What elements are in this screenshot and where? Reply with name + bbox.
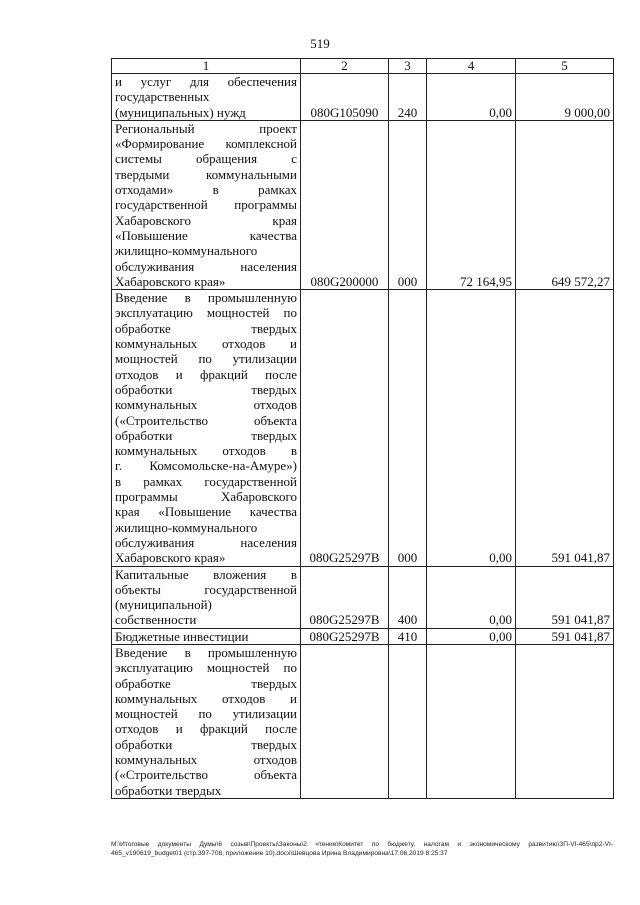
description-line: собственности: [115, 612, 197, 628]
description-line: Бюджетные инвестиции: [115, 628, 249, 644]
description-line: государственной программы: [115, 197, 297, 213]
description-line: («Строительство объекта: [115, 767, 297, 783]
description-line: системы обращения с: [115, 151, 297, 167]
amount-col5: 9 000,00: [516, 74, 614, 121]
expense-type-code: 410: [389, 628, 427, 644]
amount-col4: 72 164,95: [427, 120, 516, 289]
description-line: коммунальных отходов и: [115, 336, 297, 352]
description-line: отходов и фракций после: [115, 366, 297, 382]
column-header: 4: [427, 59, 516, 74]
target-article-code: 080G25297B: [301, 566, 389, 628]
description-line: мощностей по утилизации: [115, 351, 297, 367]
budget-table: [111, 58, 614, 799]
description-line: (муниципальных) нужд: [115, 104, 246, 120]
amount-col4: 0,00: [427, 74, 516, 121]
row-description: [112, 290, 301, 566]
description-line: (муниципальной): [115, 597, 212, 613]
table-row: [112, 120, 614, 289]
column-header: 3: [389, 59, 427, 74]
column-header: 1: [112, 59, 301, 74]
description-line: твердыми коммунальными: [115, 166, 297, 182]
expense-type-code: 000: [389, 290, 427, 566]
description-line: отходами» в рамках: [115, 182, 297, 198]
description-line: обработке твердых: [115, 675, 297, 691]
description-line: мощностей по утилизации: [115, 706, 297, 722]
description-line: в рамках государственной: [115, 473, 297, 489]
amount-col5: 591 041,87: [516, 628, 614, 644]
description-line: отходов и фракций после: [115, 721, 297, 737]
description-line: обработки твердых: [115, 782, 222, 798]
amount-col4: 0,00: [427, 290, 516, 566]
description-line: «Повышение качества: [115, 227, 297, 243]
file-path-footer: М:\Итоговые документы Думы\6 созыв\Проекты\Законы\2 чтение\Комитет по бюджету, налогам и экономическому развитию\ЗП-VI-465\пр2-VI-465_v190619_budget01 (стр.397-708, приложение 10).docx\Шевцова Ирина Владимировна\17.06.2019 8:25:37: [111, 841, 613, 857]
expense-type-code: [389, 644, 427, 798]
row-description: [112, 74, 301, 121]
description-line: обработке твердых: [115, 320, 297, 336]
description-line: обработки твердых: [115, 381, 297, 397]
target-article-code: 080G25297B: [301, 628, 389, 644]
description-line: Введение в промышленную: [115, 644, 297, 660]
amount-col4: 0,00: [427, 628, 516, 644]
description-line: эксплуатацию мощностей по: [115, 660, 297, 676]
description-line: Хабаровского края»: [115, 273, 226, 289]
expense-type-code: 000: [389, 120, 427, 289]
row-description: [112, 628, 301, 644]
description-line: края «Повышение качества: [115, 504, 297, 520]
description-line: эксплуатацию мощностей по: [115, 305, 297, 321]
description-line: государственных: [115, 89, 210, 105]
table-row: [112, 566, 614, 628]
description-line: Хабаровского края: [115, 212, 297, 228]
row-description: [112, 566, 301, 628]
description-line: обработки твердых: [115, 736, 297, 752]
amount-col5: 649 572,27: [516, 120, 614, 289]
description-line: обслуживания населения: [115, 534, 297, 550]
table-row: [112, 644, 614, 798]
row-description: [112, 644, 301, 798]
amount-col5: 591 041,87: [516, 290, 614, 566]
description-line: коммунальных отходов: [115, 752, 297, 768]
description-line: г. Комсомольске-на-Амуре»): [115, 458, 297, 474]
amount-col5: 591 041,87: [516, 566, 614, 628]
column-header: 5: [516, 59, 614, 74]
expense-type-code: 240: [389, 74, 427, 121]
description-line: и услуг для обеспечения: [115, 74, 297, 89]
expense-type-code: 400: [389, 566, 427, 628]
description-line: программы Хабаровского: [115, 489, 297, 505]
description-line: обработки твердых: [115, 427, 297, 443]
description-line: жилищно-коммунального: [115, 519, 258, 535]
amount-col5: [516, 644, 614, 798]
description-line: коммунальных отходов в: [115, 443, 297, 459]
description-line: Капитальные вложения в: [115, 566, 297, 582]
description-line: Хабаровского края»: [115, 550, 226, 566]
target-article-code: 080G25297B: [301, 290, 389, 566]
description-line: («Строительство объекта: [115, 412, 297, 428]
description-line: жилищно-коммунального: [115, 243, 258, 259]
column-header: 2: [301, 59, 389, 74]
target-article-code: [301, 644, 389, 798]
description-line: объекты государственной: [115, 581, 297, 597]
target-article-code: 080G200000: [301, 120, 389, 289]
description-line: Введение в промышленную: [115, 290, 297, 306]
description-line: Региональный проект: [115, 120, 297, 136]
table-row: [112, 290, 614, 566]
table-header-row: [112, 59, 614, 74]
description-line: «Формирование комплексной: [115, 136, 297, 152]
page-number: 519: [310, 36, 330, 51]
target-article-code: 080G105090: [301, 74, 389, 121]
table-row: [112, 628, 614, 644]
amount-col4: [427, 644, 516, 798]
description-line: обслуживания населения: [115, 258, 297, 274]
table-row: [112, 74, 614, 121]
amount-col4: 0,00: [427, 566, 516, 628]
description-line: коммунальных отходов: [115, 397, 297, 413]
description-line: коммунальных отходов и: [115, 690, 297, 706]
row-description: [112, 120, 301, 289]
